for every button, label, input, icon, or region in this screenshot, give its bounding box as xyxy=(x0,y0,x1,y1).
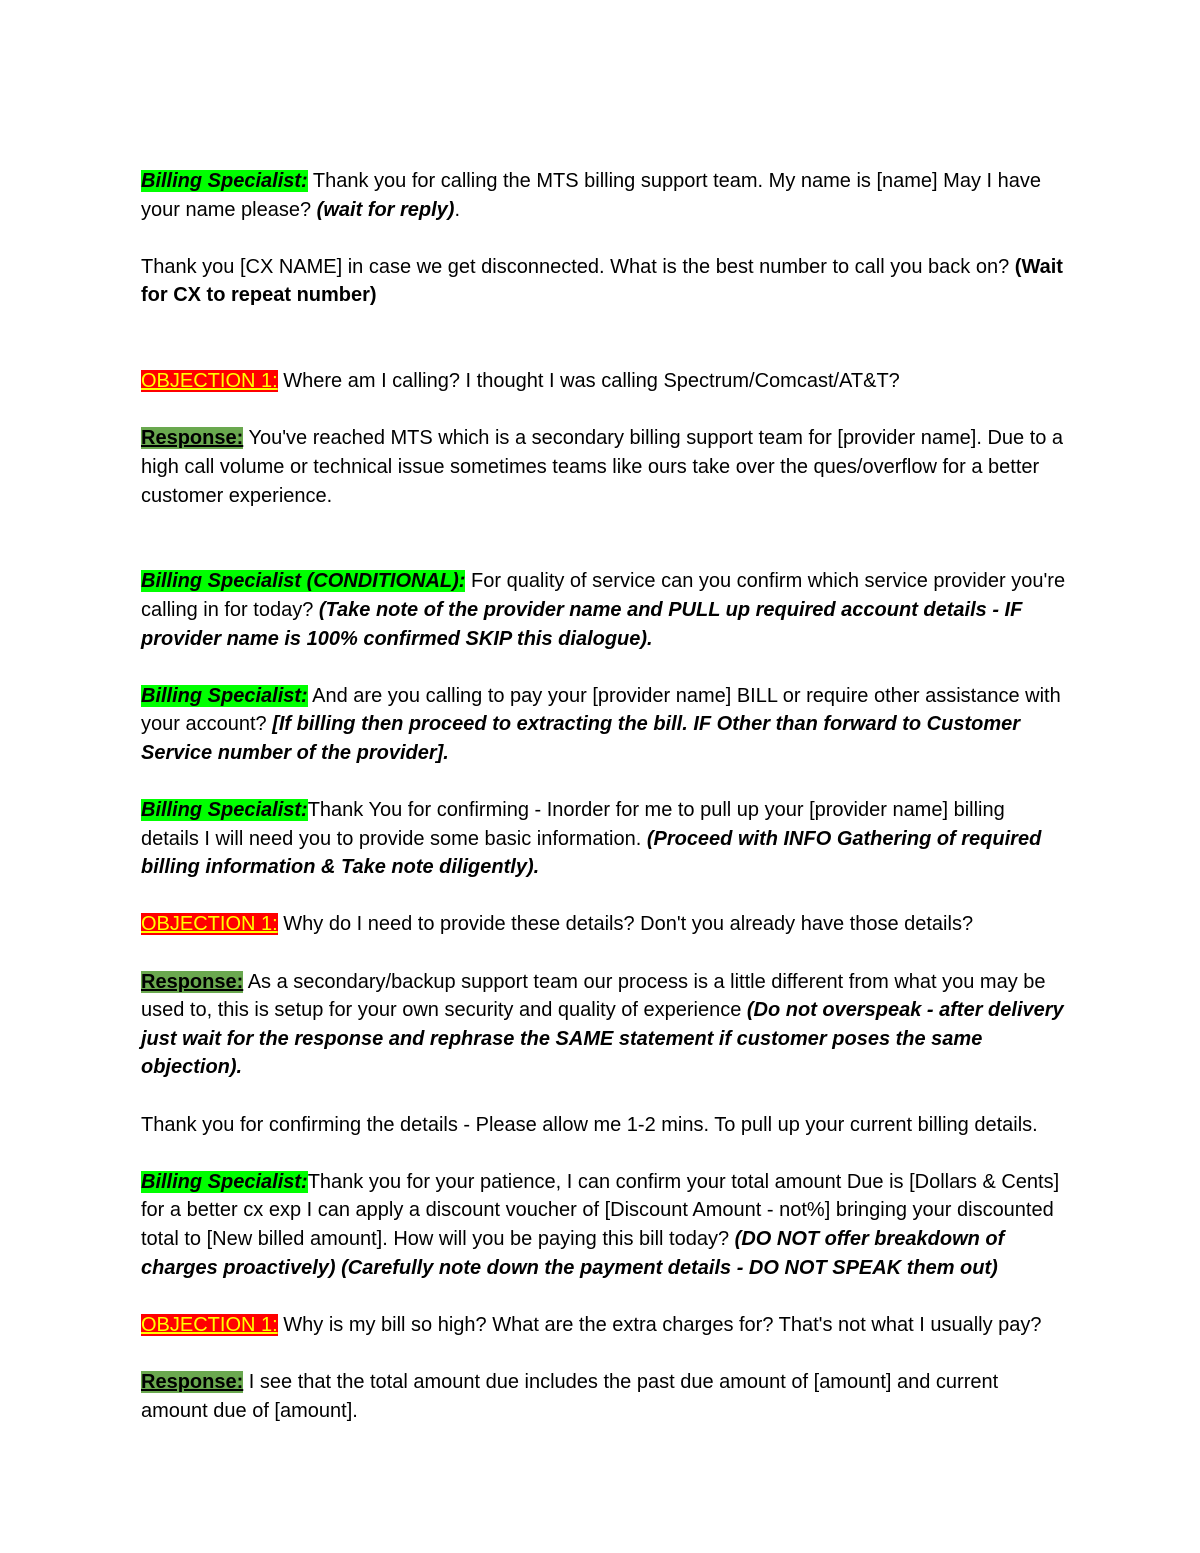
spacer xyxy=(141,310,1066,367)
spacer xyxy=(141,510,1066,567)
response-past-due-paragraph xyxy=(141,1368,1066,1425)
objection-where-calling-text: Where am I calling? I thought I was calling Spectrum/Comcast/AT&T? xyxy=(277,370,900,393)
amount-due-text: Thank you for your patience, I can confirm your total amount Due is [Dollars & Cents] for a better cx exp I can apply a discount voucher of [Discount Amount - not%] bringing your discounted total to [New billed amount]. How will you be paying this bill today? xyxy=(141,1170,1060,1250)
spacer xyxy=(141,1082,1066,1111)
pay-bill-paragraph xyxy=(141,682,1066,768)
objection-label: OBJECTION 1: xyxy=(141,913,278,936)
spacer xyxy=(141,1339,1066,1368)
info-gathering-paragraph xyxy=(141,796,1066,882)
response-mts-text: You've reached MTS which is a secondary billing support team for [provider name]. Due to a high call volume or technical issue sometimes teams like ours take over the ques/overflow for a better customer experience. xyxy=(141,427,1064,507)
objection-where-calling-paragraph xyxy=(141,367,1066,396)
spacer xyxy=(141,396,1066,425)
objection-bill-high-text: Why is my bill so high? What are the extra charges for? That's not what I usually pay? xyxy=(277,1313,1042,1336)
amount-due-paragraph xyxy=(141,1168,1066,1282)
spacer xyxy=(141,1282,1066,1311)
greeting-tail: . xyxy=(454,198,461,221)
response-label: Response: xyxy=(141,427,244,450)
response-past-due-text: I see that the total amount due includes the past due amount of [amount] and current amount due of [amount]. xyxy=(141,1370,999,1422)
greeting-paragraph xyxy=(141,167,1066,224)
pay-bill-text: And are you calling to pay your [provider name] BILL or require other assistance with your account? xyxy=(141,684,1061,736)
callback-paragraph xyxy=(141,253,1066,310)
billing-specialist-label: Billing Specialist: xyxy=(141,684,308,707)
pull-up-paragraph xyxy=(141,1111,1066,1140)
greeting-text: Thank you for calling the MTS billing support team. My name is [name] May I have your name please? xyxy=(141,170,1041,221)
objection-bill-high-paragraph xyxy=(141,1311,1066,1340)
billing-specialist-conditional-label: Billing Specialist (CONDITIONAL): xyxy=(141,570,466,593)
response-label: Response: xyxy=(141,970,244,993)
billing-specialist-label: Billing Specialist: xyxy=(141,170,308,192)
objection-label: OBJECTION 1: xyxy=(141,1313,278,1336)
spacer xyxy=(141,882,1066,911)
spacer xyxy=(141,224,1066,253)
amount-due-note: (DO NOT offer breakdown of charges proactively) (Carefully note down the payment details - DO NOT SPEAK them out) xyxy=(141,1227,1005,1279)
objection-details-paragraph xyxy=(141,910,1066,939)
response-security-note: (Do not overspeak - after delivery just wait for the response and rephrase the SAME statement if customer poses the same objection). xyxy=(141,999,1064,1079)
info-gathering-note: (Proceed with INFO Gathering of required billing information & Take note diligently). xyxy=(141,827,1042,879)
greeting-note: (wait for reply) xyxy=(316,198,455,221)
spacer xyxy=(141,1139,1066,1168)
response-label: Response: xyxy=(141,1370,244,1393)
billing-specialist-label: Billing Specialist: xyxy=(141,799,308,822)
callback-note: (Wait for CX to repeat number) xyxy=(141,255,1063,307)
script-page xyxy=(141,167,1066,1425)
response-security-paragraph xyxy=(141,968,1066,1082)
objection-details-text: Why do I need to provide these details? Don't you already have those details? xyxy=(277,913,974,936)
pay-bill-note: [If billing then proceed to extracting the bill. IF Other than forward to Customer Service number of the provider]. xyxy=(141,713,1021,764)
response-mts-paragraph xyxy=(141,424,1066,510)
callback-text: Thank you [CX NAME] in case we get disconnected. What is the best number to call you back on? xyxy=(141,255,1015,278)
objection-label: OBJECTION 1: xyxy=(141,370,278,393)
info-gathering-text: Thank You for confirming - Inorder for me to pull up your [provider name] billing details I will need you to provide some basic information. xyxy=(141,799,1005,850)
response-security-text: As a secondary/backup support team our process is a little different from what you may be used to, this is setup for your own security and quality of experience xyxy=(141,970,1046,1022)
billing-specialist-label: Billing Specialist: xyxy=(141,1170,308,1193)
spacer xyxy=(141,653,1066,682)
spacer xyxy=(141,767,1066,796)
conditional-provider-note: (Take note of the provider name and PULL up required account details - IF provider name is 100% confirmed SKIP this dialogue). xyxy=(141,598,1023,650)
conditional-provider-paragraph xyxy=(141,567,1066,653)
pull-up-text: Thank you for confirming the details - Please allow me 1-2 mins. To pull up your current billing details. xyxy=(141,1113,1038,1136)
conditional-provider-text: For quality of service can you confirm which service provider you're calling in for today? xyxy=(141,570,1066,621)
spacer xyxy=(141,939,1066,968)
